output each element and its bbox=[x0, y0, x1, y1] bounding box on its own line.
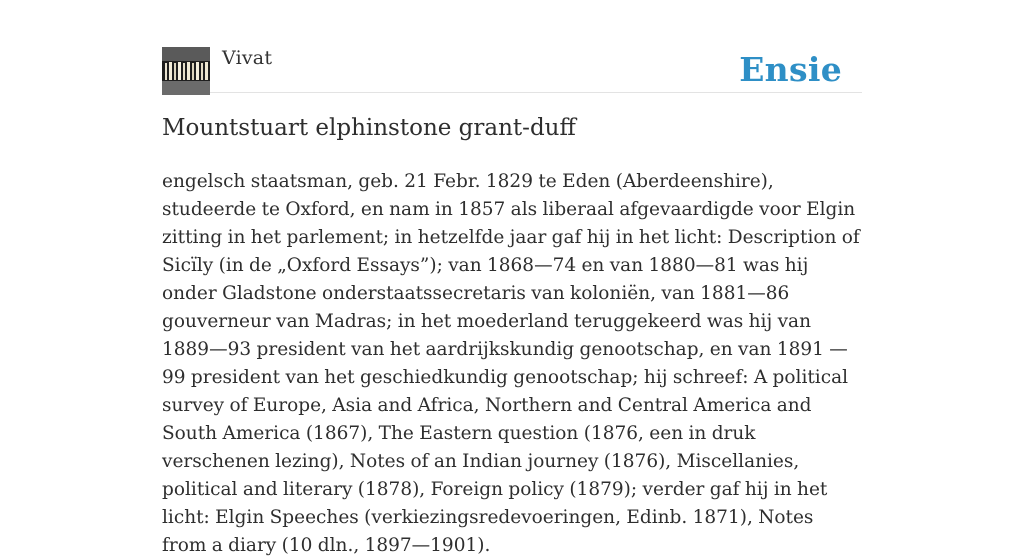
brand-logo[interactable]: Ensie bbox=[739, 50, 842, 89]
source-name[interactable]: Vivat bbox=[222, 47, 273, 69]
article-page bbox=[162, 0, 862, 556]
book-spines-icon bbox=[162, 47, 210, 95]
article-body: engelsch staatsman, geb. 21 Febr. 1829 te Eden (Aberdeenshire), studeerde te Oxford, en nam in 1857 als liberaal afgevaardigde voor Elgin zitting in het parlement; in hetzelfde jaar gaf hij in het licht: Description of Sicïly (in de „Oxford Essays”); van 1868—74 en van 1880—81 was hij onder Gladstone onderstaatssecretaris van koloniën, van 1881—86 gouverneur van Madras; in het moederland teruggekeerd was hij van 1889—93 president van het aardrijkskundig genootschap, en van 1891 —99 president van het geschiedkundig genootschap; hij schreef: A political survey of Europe, Asia and Africa, Northern and Central America and South America (1867), The Eastern question (1876, een in druk verschenen lezing), Notes of an Indian journey (1876), Miscellanies, political and literary (1878), Foreign policy (1879); verder gaf hij in het licht: Elgin Speeches (verkiezingsredevoeringen, Edinb. 1871), Notes from a diary (10 dln., 1897—1901). bbox=[162, 171, 860, 556]
avatar[interactable] bbox=[162, 47, 210, 95]
article-header bbox=[162, 0, 862, 93]
page-title: Mountstuart elphinstone grant-duff bbox=[162, 115, 576, 141]
